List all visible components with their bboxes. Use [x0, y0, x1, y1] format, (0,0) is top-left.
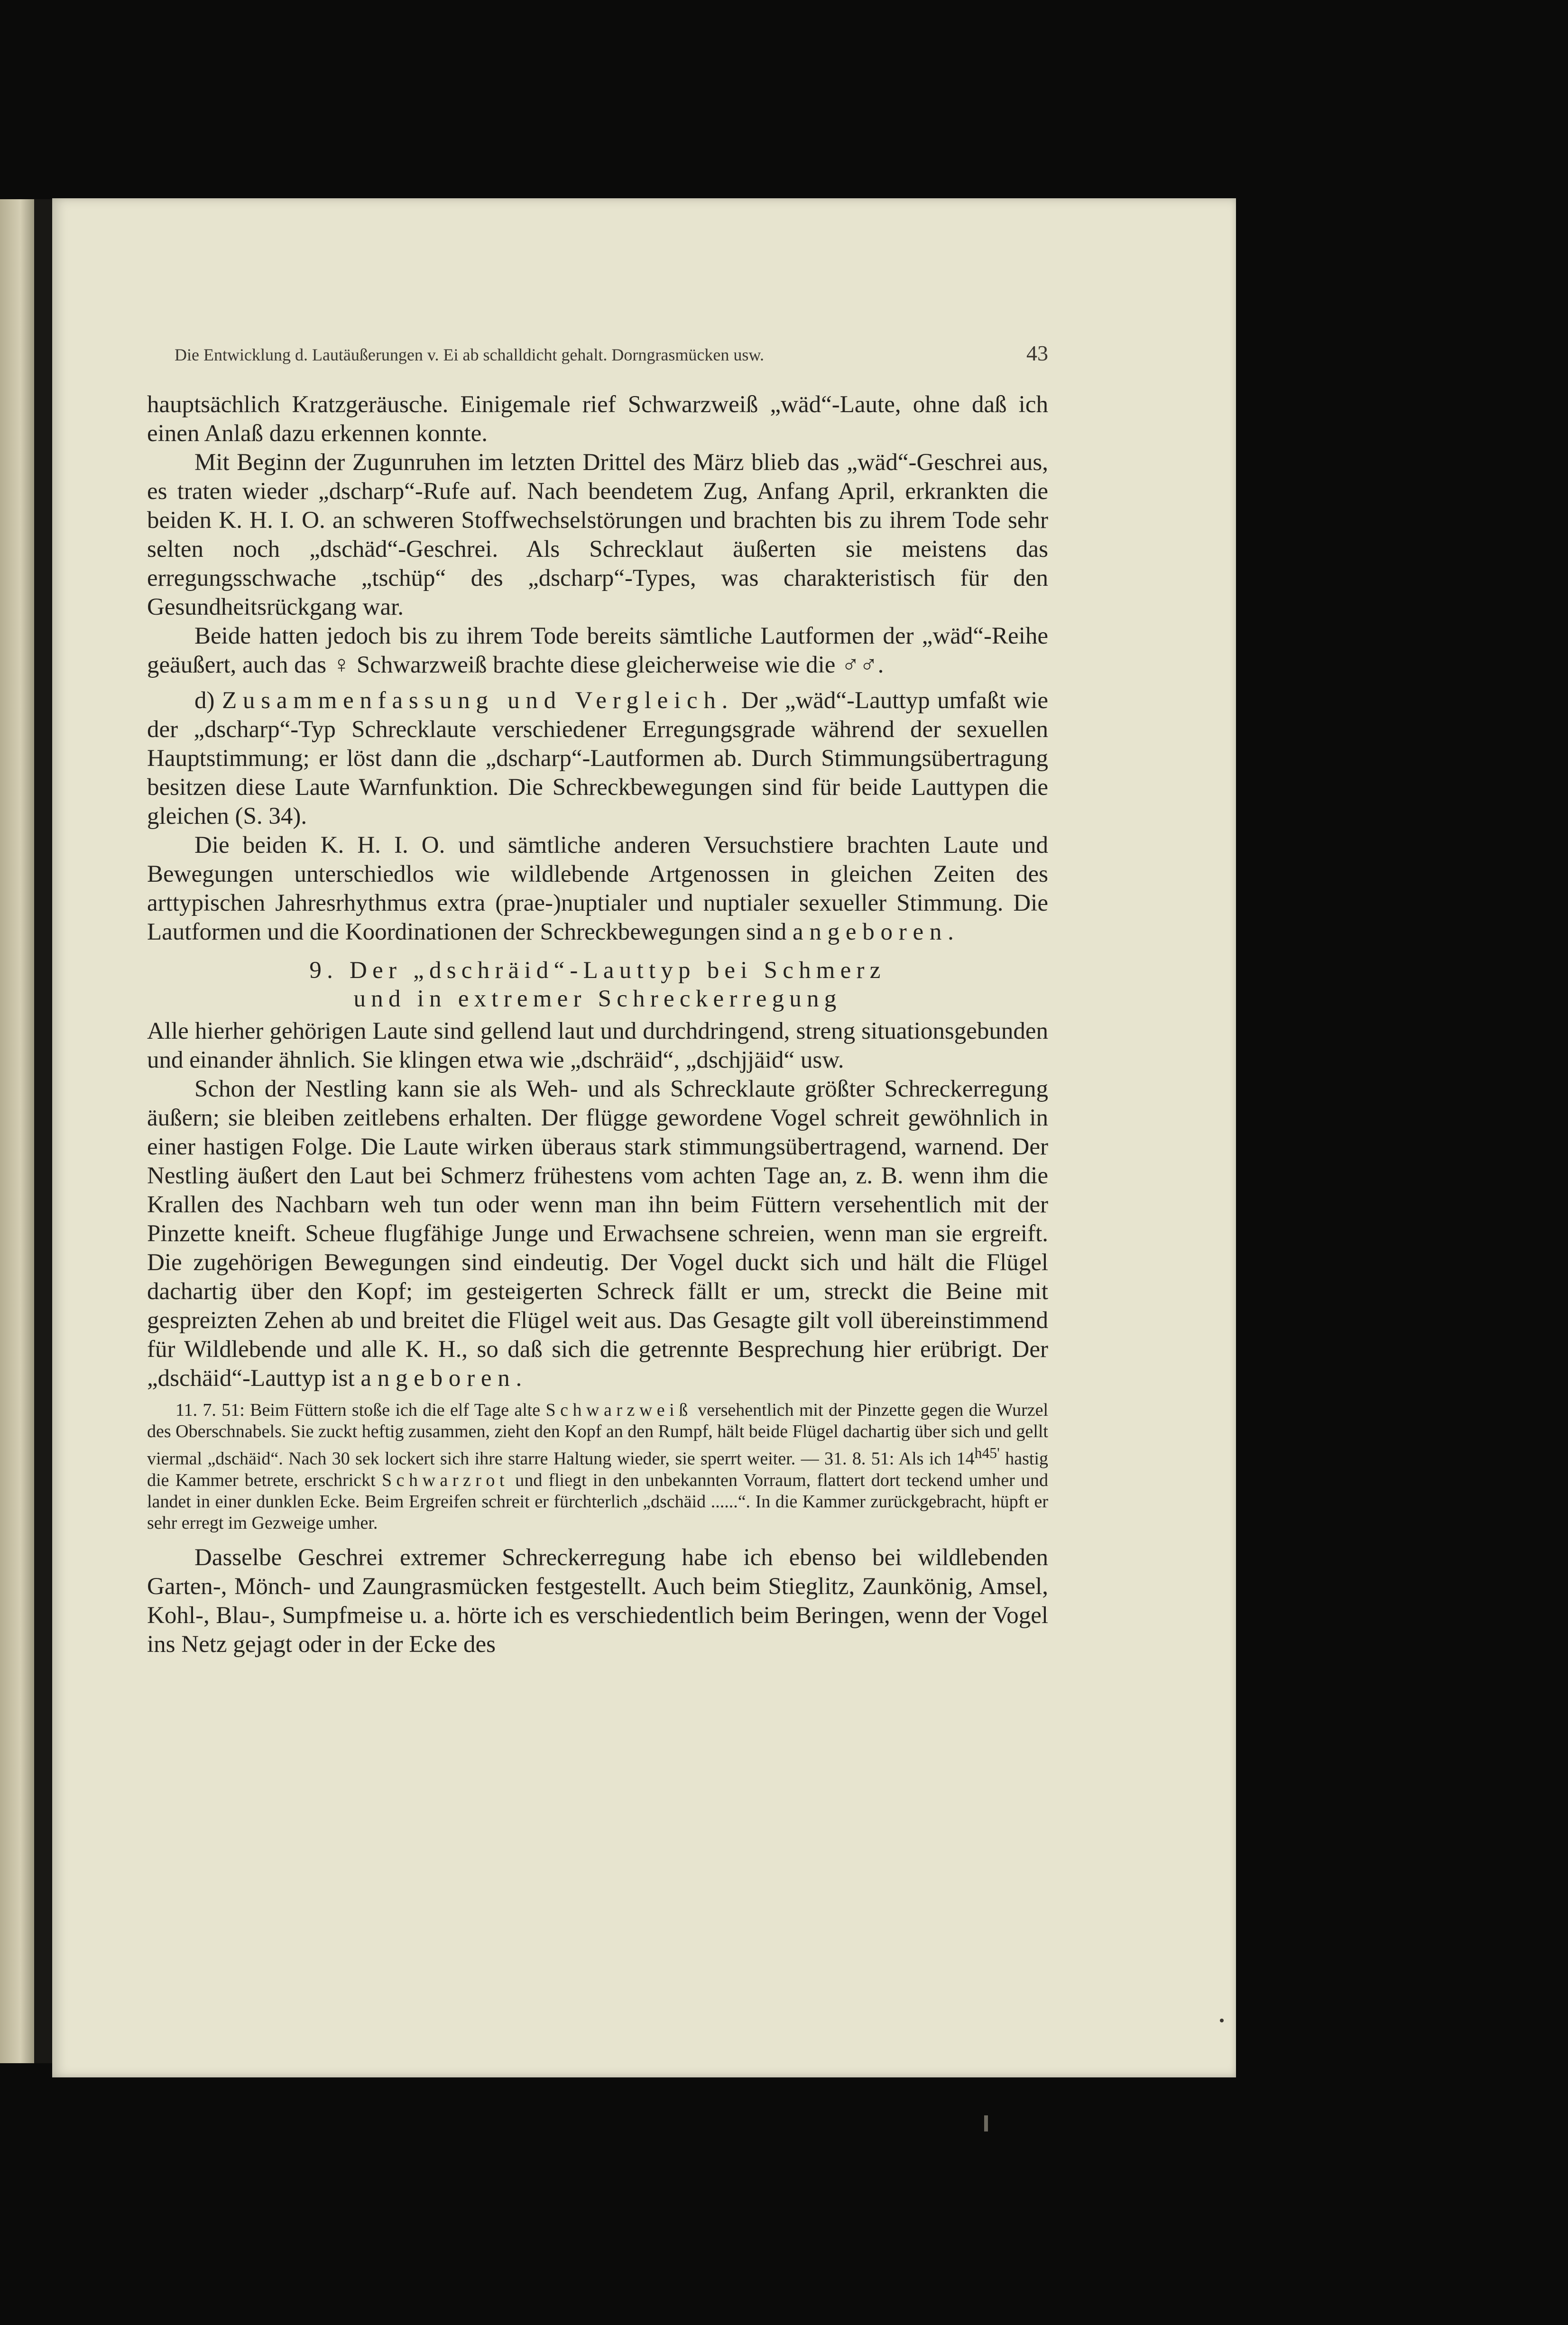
observation-note [147, 1400, 1048, 1534]
running-title: Die Entwicklung d. Lautäußerungen v. Ei ab schalldicht gehalt. Dorngrasmücken usw. [175, 345, 764, 364]
scan-mark [984, 2115, 988, 2131]
paragraph: Mit Beginn der Zugunruhen im letzten Drittel des März blieb das „wäd“-Geschrei aus, es traten wieder „dscharp“-Rufe auf. Nach beendetem Zug, Anfang April, erkrankten die beiden K. H. I. O. an schweren Stoffwechselstörungen und brachten bis zu ihrem Tode sehr selten noch „dschäd“-Geschrei. Als Schrecklaut äußerten sie meistens das erregungsschwache „tschüp“ des „dscharp“-Types, was charakteristisch für den Gesundheitsrückgang war. [147, 449, 1048, 620]
paragraph [147, 831, 1048, 947]
emphasis-text: angeboren. [793, 919, 960, 945]
running-header [175, 341, 1048, 366]
note-text: versehentlich mit der Pinzette gegen die Wurzel des Oberschnabels. Sie zuckt heftig zusammen, zieht den Kopf an den Rumpf, hält beide Flügel dachartig über sich und gellt viermal „dschäid“. Nach 30 sek lockert sich ihre starre Haltung wieder, sie sperrt weiter. — 31. 8. 51: Als ich 14 [147, 1400, 1049, 1469]
note-paragraph [147, 1400, 1048, 1534]
paragraph: Dasselbe Geschrei extremer Schreckerregung habe ich ebenso bei wildlebenden Garten-, Mönch- und Zaungrasmücken festgestellt. Auch beim Stieglitz, Zaunkönig, Amsel, Kohl-, Blau-, Sumpfmeise u. a. hörte ich es verschiedentlich beim Beringen, wenn der Vogel ins Netz gejagt oder in der Ecke des [147, 1544, 1048, 1658]
note-text: und fliegt in den unbekannten Vorraum, flattert dort teckend umher und landet in einer dunklen Ecke. Beim Ergreifen schreit er fürchterlich „dschäid ......“. In die Kammer zurückgebracht, hüpft er sehr erregt im Gezweige umher. [147, 1470, 1049, 1533]
emphasis-text: angeboren. [360, 1365, 528, 1392]
book-page [52, 198, 1236, 2077]
paragraph: hauptsächlich Kratzgeräusche. Einigemale rief Schwarzweiß „wäd“-Laute, ohne daß ich einen Anlaß dazu erkennen konnte. [147, 391, 1048, 447]
summary-paragraph [147, 686, 1048, 831]
summary2-text: Die beiden K. H. I. O. und sämtliche anderen Versuchstiere brachten Laute und Bewegungen unterschiedlos wie wildlebende Artgenossen in gleichen Zeiten des arttypischen Jahresrhythmus extra (prae-)nuptialer und nuptialer sexueller Stimmung. Die Lautformen und die Koordinationen der Schreckbewegungen sind [147, 832, 1048, 945]
bird-name: Schwarzrot [381, 1470, 509, 1490]
nestling-text: Schon der Nestling kann sie als Weh- und als Schrecklaute größter Schreckerregung äußern; sie bleiben zeitlebens erhalten. Der flügge gewordene Vogel schreit gewöhnlich in einer hastigen Folge. Die Laute wirken überaus stark stimmungsübertragend, warnend. Der Nestling äußert den Laut bei Schmerz frühestens vom achten Tage an, z. B. wenn ihm die Krallen des Nachbarn weh tun oder wenn man ihn beim Füttern versehentlich mit der Pinzette kneift. Scheue flugfähige Junge und Erwachsene schreien, wenn man sie ergreift. Die zugehörigen Bewegungen sind eindeutig. Der Vogel duckt sich und hält die Flügel dachartig über den Kopf; im gesteigerten Schreck fällt er um, streckt die Beine mit gespreizten Zehen ab und breitet die Flügel weit aus. Das Gesagte gilt voll übereinstimmend für Wildlebende und alle K. H., so daß sich die getrennte Besprechung hier erübrigt. Der „dschäid“-Lauttyp ist [147, 1076, 1048, 1392]
section-heading [147, 956, 1048, 1013]
summary-text: Der „wäd“-Lauttyp umfaßt wie der „dscharp“-Typ Schrecklaute verschiedener Erregungsgrade während der sexuellen Hauptstimmung; er löst dann die „dscharp“-Lautformen ab. Durch Stimmungsübertragung besitzen diese Laute Warnfunktion. Die Schreckbewegungen sind für beide Lauttypen die gleichen (S. 34). [147, 687, 1048, 830]
summary-title: Zusammenfassung und Vergleich. [222, 687, 734, 714]
book-gutter [34, 199, 52, 2063]
paragraph [147, 1075, 1048, 1393]
body-text [147, 390, 1048, 1659]
note-text: hastig die Kammer betrete, erschrickt [147, 1449, 1049, 1490]
note-text: 11. 7. 51: Beim Füttern stoße ich die elf Tage alte [175, 1400, 541, 1420]
time-superscript: h45' [974, 1445, 1000, 1461]
section-heading-line1: 9. Der „dschräid“-Lauttyp bei Schmerz [309, 957, 886, 984]
previous-page-edge [0, 199, 34, 2063]
paragraph: Alle hierher gehörigen Laute sind gellend laut und durchdringend, streng situationsgebunden und einander ähnlich. Sie klingen etwa wie „dschräid“, „dschjjäid“ usw. [147, 1018, 1048, 1073]
print-speck [1220, 2019, 1224, 2022]
paragraph: Beide hatten jedoch bis zu ihrem Tode bereits sämtliche Lautformen der „wäd“-Reihe geäußert, auch das ♀ Schwarzweiß brachte diese gleicherweise wie die ♂♂. [147, 623, 1048, 678]
summary-label: d) [194, 687, 215, 714]
page-number: 43 [1026, 341, 1048, 365]
section-heading-line2: und in extremer Schreckerregung [353, 986, 842, 1012]
page-content [147, 341, 1048, 1659]
bird-name: Schwarzweiß [545, 1400, 692, 1420]
